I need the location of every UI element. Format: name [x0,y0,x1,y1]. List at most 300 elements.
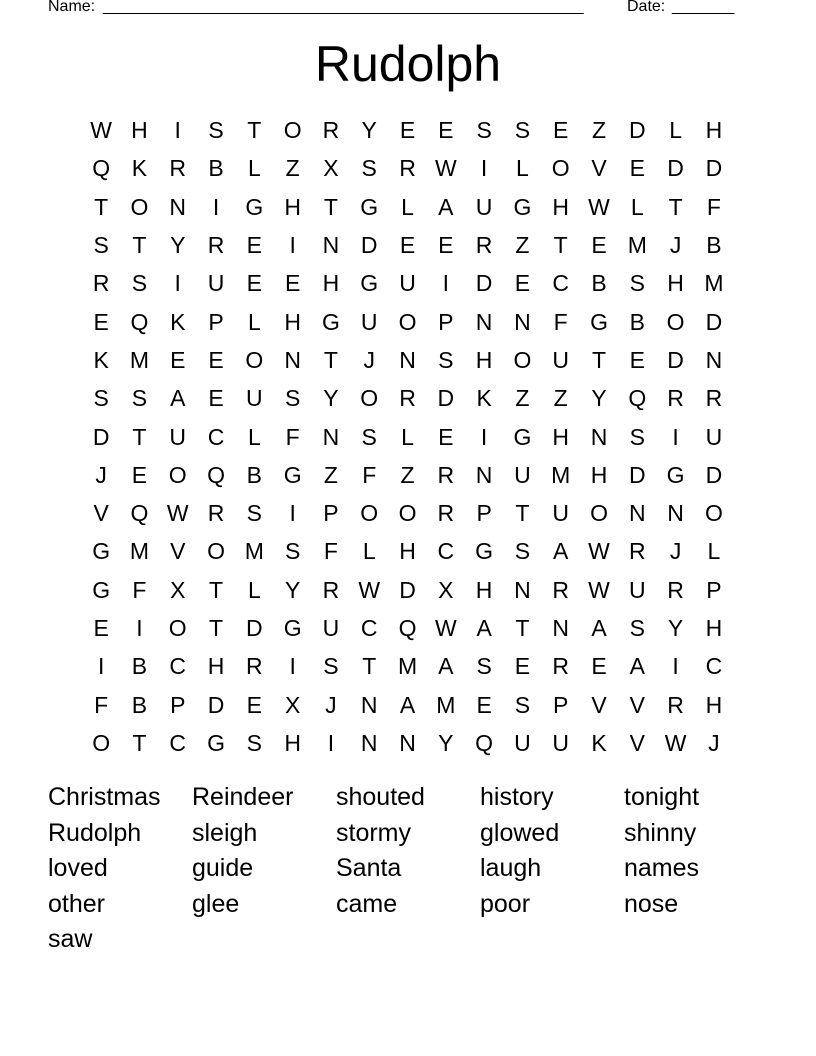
grid-letter[interactable]: D [437,385,455,412]
grid-letter[interactable]: K [93,346,109,373]
grid-row [82,685,733,723]
grid-letter[interactable]: B [629,308,645,335]
grid-letter[interactable]: W [588,576,610,603]
grid-letter[interactable]: Z [400,461,415,488]
grid-letter[interactable]: A [399,691,416,718]
grid-letter[interactable]: H [705,691,723,718]
grid-letter[interactable]: S [629,615,645,641]
grid-letter[interactable]: C [169,653,187,680]
grid-letter[interactable]: O [551,155,570,182]
grid-letter[interactable]: A [553,538,569,565]
grid-letter[interactable]: L [247,423,261,450]
grid-letter[interactable]: H [552,193,570,220]
grid-letter[interactable]: A [438,653,454,680]
grid-letter[interactable]: T [553,232,568,259]
grid-letter[interactable]: P [208,308,224,335]
grid-letter[interactable]: D [705,155,723,182]
grid-letter[interactable]: D [705,308,723,335]
grid-letter[interactable]: K [476,385,492,412]
grid-letter[interactable]: I [136,615,143,641]
grid-letter[interactable]: J [708,729,720,756]
grid-letter[interactable]: E [131,461,148,488]
grid-letter[interactable]: W [166,500,189,527]
grid-letter[interactable]: I [174,117,181,144]
grid-letter[interactable]: A [476,615,492,641]
grid-letter[interactable]: O [283,117,302,144]
grid-letter[interactable]: T [323,346,338,373]
grid-letter[interactable]: N [514,576,531,603]
grid-letter[interactable]: Z [515,385,530,412]
grid-letter[interactable]: I [480,155,488,182]
grid-letter[interactable]: D [360,232,378,259]
grid-letter[interactable]: Q [628,385,647,412]
grid-letter[interactable]: N [322,423,340,450]
grid-letter[interactable]: R [399,385,416,412]
grid-letter[interactable]: S [514,691,531,718]
grid-letter[interactable]: N [399,729,416,756]
grid-letter[interactable]: R [322,576,340,603]
grid-letter[interactable]: M [704,270,724,297]
grid-letter[interactable]: M [436,691,456,718]
grid-letter[interactable]: E [591,232,607,259]
grid-letter[interactable]: N [169,193,187,220]
grid-letter[interactable]: L [516,155,529,182]
grid-letter[interactable]: Q [130,308,149,335]
grid-letter[interactable]: U [514,729,531,756]
grid-letter[interactable]: S [514,117,531,144]
grid-letter[interactable]: E [208,346,224,373]
grid-letter[interactable]: H [399,538,416,565]
grid-letter[interactable]: R [207,232,225,259]
grid-letter[interactable]: M [551,461,571,488]
grid-letter[interactable]: Q [207,461,225,488]
grid-letter[interactable]: L [669,117,682,144]
grid-letter[interactable]: G [283,615,302,641]
name-blank-line[interactable]: ______________________________________________________ [103,0,584,15]
grid-letter[interactable]: I [212,193,220,220]
grid-letter[interactable]: B [591,270,607,297]
word-bank-item: glee [192,889,240,918]
grid-letter[interactable]: T [515,615,530,641]
grid-letter[interactable]: Z [591,117,607,144]
grid-letter[interactable]: X [170,576,186,603]
grid-letter[interactable]: I [97,653,105,680]
grid-letter[interactable]: O [245,346,264,373]
grid-letter[interactable]: W [434,615,457,641]
grid-letter[interactable]: G [92,538,111,565]
grid-letter[interactable]: I [174,270,181,297]
grid-letter[interactable]: D [399,576,416,603]
grid-letter[interactable]: V [629,729,645,756]
grid-letter[interactable]: F [706,193,721,220]
grid-letter[interactable]: S [361,423,377,450]
grid-letter[interactable]: Q [130,500,149,527]
grid-letter[interactable]: N [514,308,531,335]
date-blank-line[interactable]: _______ [672,0,735,15]
grid-letter[interactable]: E [514,653,531,680]
grid-letter[interactable]: R [322,117,340,144]
grid-letter[interactable]: C [360,615,378,641]
grid-letter[interactable]: J [363,346,375,373]
grid-letter[interactable]: S [93,232,109,259]
grid-letter[interactable]: O [360,385,379,412]
grid-letter[interactable]: C [552,270,570,297]
grid-letter[interactable]: F [285,423,300,450]
grid-letter[interactable]: E [438,117,454,144]
grid-letter[interactable]: D [246,615,263,641]
grid-letter[interactable]: E [629,346,645,373]
grid-letter[interactable]: K [131,155,148,182]
grid-letter[interactable]: K [591,729,607,756]
grid-letter[interactable]: E [399,232,416,259]
grid-letter[interactable]: W [588,538,610,565]
grid-letter[interactable]: E [246,232,262,259]
grid-letter[interactable]: G [92,576,111,603]
grid-letter[interactable]: E [208,385,224,412]
grid-letter[interactable]: Y [284,576,301,603]
grid-letter[interactable]: N [552,615,570,641]
grid-letter[interactable]: S [208,117,224,144]
grid-letter[interactable]: R [399,155,416,182]
grid-letter[interactable]: H [284,729,301,756]
grid-letter[interactable]: T [209,615,224,641]
grid-letter[interactable]: V [629,691,645,718]
grid-letter[interactable]: G [360,270,379,297]
grid-letter[interactable]: V [591,691,607,718]
grid-letter[interactable]: E [170,346,186,373]
grid-letter[interactable]: Y [591,385,607,412]
word-bank [48,780,768,958]
grid-letter[interactable]: O [130,193,149,220]
grid-letter[interactable]: E [629,155,645,182]
grid-letter[interactable]: U [552,346,570,373]
grid-letter[interactable]: R [246,653,263,680]
grid-letter[interactable]: N [667,500,684,527]
grid-letter[interactable]: N [399,346,416,373]
grid-letter[interactable]: J [95,461,107,488]
grid-letter[interactable]: N [360,729,378,756]
grid-letter[interactable]: D [92,423,110,450]
grid-letter[interactable]: S [514,538,531,565]
grid-letter[interactable]: O [207,538,225,565]
grid-letter[interactable]: N [322,232,340,259]
grid-letter[interactable]: Z [515,232,530,259]
grid-letter[interactable]: R [92,270,110,297]
grid-letter[interactable]: N [475,308,493,335]
grid-letter[interactable]: M [627,232,647,259]
grid-letter[interactable]: I [480,423,488,450]
grid-letter[interactable]: T [94,193,109,220]
grid-letter[interactable]: H [552,423,570,450]
grid-letter[interactable]: O [513,346,532,373]
grid-letter[interactable]: H [705,615,723,641]
grid-letter[interactable]: H [667,270,684,297]
grid-letter[interactable]: H [475,576,493,603]
grid-letter[interactable]: A [591,615,607,641]
grid-letter[interactable]: B [131,691,148,718]
grid-row [82,188,733,226]
grid-letter[interactable]: H [475,346,493,373]
grid-letter[interactable]: Q [92,155,111,182]
grid-letter[interactable]: U [246,385,263,412]
grid-letter[interactable]: U [207,270,225,297]
grid-letter[interactable]: F [94,691,109,718]
grid-letter[interactable]: U [514,461,531,488]
word-bank-item: glowed [480,818,560,847]
grid-letter[interactable]: S [246,500,262,527]
grid-letter[interactable]: U [360,308,378,335]
grid-letter[interactable]: U [322,615,340,641]
grid-letter[interactable]: R [628,538,646,565]
grid-letter[interactable]: D [628,117,646,144]
grid-letter[interactable]: G [513,423,532,450]
grid-letter[interactable]: L [707,538,721,565]
grid-letter[interactable]: Z [285,155,300,182]
grid-letter[interactable]: G [475,538,494,565]
grid-letter[interactable]: D [705,461,723,488]
grid-letter[interactable]: F [323,538,338,565]
grid-letter[interactable]: M [244,538,264,565]
grid-letter[interactable]: I [442,270,450,297]
grid-letter[interactable]: O [590,500,608,527]
grid-letter[interactable]: B [246,461,262,488]
grid-letter[interactable]: P [170,691,186,718]
grid-letter[interactable]: S [438,346,454,373]
grid-letter[interactable]: W [664,729,687,756]
grid-letter[interactable]: Y [361,117,377,144]
grid-letter[interactable]: T [247,117,262,144]
grid-letter[interactable]: B [208,155,224,182]
grid-letter[interactable]: R [207,500,225,527]
grid-letter[interactable]: G [666,461,685,488]
grid-letter[interactable]: T [132,423,147,450]
grid-letter[interactable]: E [438,423,454,450]
grid-letter[interactable]: R [667,576,684,603]
grid-letter[interactable]: Z [323,461,338,488]
grid-letter[interactable]: Y [170,232,186,259]
grid-letter[interactable]: H [590,461,608,488]
grid-letter[interactable]: W [358,576,381,603]
grid-letter[interactable]: S [629,270,645,297]
grid-letter[interactable]: I [672,653,679,680]
grid-letter[interactable]: O [666,308,685,335]
grid-letter[interactable]: T [591,346,607,373]
grid-letter[interactable]: H [284,193,301,220]
grid-letter[interactable]: F [132,576,147,603]
grid-letter[interactable]: K [170,308,186,335]
grid-letter[interactable]: I [289,232,296,259]
grid-letter[interactable]: U [628,576,646,603]
grid-letter[interactable]: D [475,270,493,297]
grid-letter[interactable]: B [706,232,722,259]
word-bank-item: Rudolph [48,818,142,847]
grid-letter[interactable]: P [438,308,454,335]
grid-letter[interactable]: S [476,117,492,144]
grid-letter[interactable]: R [437,461,455,488]
grid-letter[interactable]: R [667,385,684,412]
grid-letter[interactable]: E [246,270,262,297]
grid-letter[interactable]: G [283,461,302,488]
grid-letter[interactable]: F [553,308,568,335]
grid-letter[interactable]: H [284,308,301,335]
grid-letter[interactable]: A [629,653,645,680]
grid-letter[interactable]: Y [438,729,454,756]
grid-letter[interactable]: T [209,576,224,603]
grid-letter[interactable]: J [669,232,682,259]
grid-letter[interactable]: T [132,232,147,259]
grid-row [82,111,733,149]
grid-letter[interactable]: L [362,538,376,565]
grid-letter[interactable]: L [247,576,261,603]
grid-letter[interactable]: W [588,193,610,220]
grid-letter[interactable]: O [92,729,111,756]
grid-letter[interactable]: R [475,232,493,259]
grid-letter[interactable]: T [515,500,530,527]
grid-letter[interactable]: L [401,193,414,220]
grid-letter[interactable]: E [93,308,109,335]
word-bank-item: nose [624,889,679,918]
grid-letter[interactable]: H [207,653,225,680]
grid-letter[interactable]: W [90,117,112,144]
grid-letter[interactable]: E [591,653,607,680]
grid-letter[interactable]: L [630,193,644,220]
grid-letter[interactable]: X [323,155,339,182]
grid-letter[interactable]: C [437,538,455,565]
grid-letter[interactable]: I [672,423,679,450]
grid-letter[interactable]: G [207,729,225,756]
grid-letter[interactable]: E [246,691,262,718]
grid-letter[interactable]: O [360,500,379,527]
grid-letter[interactable]: D [667,346,684,373]
grid-letter[interactable]: Y [667,615,684,641]
grid-letter[interactable]: O [704,500,723,527]
grid-letter[interactable]: D [667,155,684,182]
grid-letter[interactable]: U [552,729,570,756]
grid-letter[interactable]: L [247,308,261,335]
grid-letter[interactable]: C [207,423,225,450]
grid-letter[interactable]: N [284,346,301,373]
grid-letter[interactable]: G [321,308,340,335]
grid-letter[interactable]: H [322,270,340,297]
grid-letter[interactable]: S [361,155,377,182]
grid-letter[interactable]: S [284,385,301,412]
grid-letter[interactable]: U [705,423,723,450]
grid-letter[interactable]: T [362,653,377,680]
grid-letter[interactable]: Q [398,615,417,641]
grid-letter[interactable]: G [245,193,264,220]
grid-letter[interactable]: O [398,308,417,335]
grid-letter[interactable]: X [284,691,301,718]
grid-letter[interactable]: P [476,500,492,527]
grid-letter[interactable]: E [553,117,569,144]
grid-letter[interactable]: Q [475,729,494,756]
grid-letter[interactable]: U [552,500,570,527]
grid-letter[interactable]: T [132,729,147,756]
grid-letter[interactable]: Y [323,385,339,412]
grid-letter[interactable]: E [284,270,301,297]
grid-letter[interactable]: W [434,155,457,182]
grid-letter[interactable]: N [475,461,493,488]
grid-letter[interactable]: S [629,423,645,450]
grid-letter[interactable]: S [131,385,148,412]
grid-letter[interactable]: J [669,538,682,565]
grid-letter[interactable]: E [438,232,454,259]
grid-letter[interactable]: G [360,193,379,220]
grid-letter[interactable]: N [360,691,378,718]
grid-letter[interactable]: M [129,538,150,565]
grid-letter[interactable]: R [705,385,723,412]
grid-letter[interactable]: S [284,538,301,565]
grid-letter[interactable]: F [362,461,377,488]
grid-letter[interactable]: E [476,691,492,718]
grid-letter[interactable]: P [706,576,722,603]
grid-letter[interactable]: R [552,653,570,680]
grid-letter[interactable]: G [590,308,608,335]
grid-letter[interactable]: B [131,653,148,680]
grid-letter[interactable]: T [668,193,683,220]
grid-letter[interactable]: R [437,500,455,527]
grid-letter[interactable]: N [590,423,608,450]
grid-letter[interactable]: C [169,729,187,756]
grid-letter[interactable]: S [246,729,262,756]
grid-letter[interactable]: L [247,155,261,182]
grid-letter[interactable]: U [169,423,187,450]
grid-letter[interactable]: I [289,500,296,527]
grid-letter[interactable]: P [323,500,339,527]
grid-letter[interactable]: S [131,270,148,297]
grid-letter[interactable]: V [591,155,607,182]
grid-letter[interactable]: U [399,270,416,297]
grid-letter[interactable]: T [323,193,338,220]
grid-letter[interactable]: M [129,346,150,373]
grid-letter[interactable]: D [628,461,646,488]
grid-letter[interactable]: A [170,385,186,412]
grid-letter[interactable]: D [207,691,225,718]
grid-letter[interactable]: V [170,538,186,565]
grid-letter[interactable]: O [398,500,417,527]
grid-letter[interactable]: H [131,117,148,144]
grid-letter[interactable]: V [93,500,109,527]
grid-letter[interactable]: A [438,193,454,220]
grid-letter[interactable]: O [168,461,187,488]
grid-letter[interactable]: R [552,576,570,603]
grid-letter[interactable]: N [705,346,723,373]
grid-letter[interactable]: G [513,193,532,220]
grid-letter[interactable]: R [169,155,187,182]
grid-letter[interactable]: R [667,691,684,718]
grid-letter[interactable]: H [705,117,723,144]
grid-letter[interactable]: L [401,423,414,450]
grid-letter[interactable]: Z [553,385,568,412]
grid-letter[interactable]: O [168,615,187,641]
grid-letter[interactable]: I [327,729,335,756]
grid-letter[interactable]: P [553,691,569,718]
grid-letter[interactable]: U [475,193,493,220]
grid-letter[interactable]: M [397,653,418,680]
grid-letter[interactable]: N [628,500,646,527]
grid-letter[interactable]: C [705,653,723,680]
word-bank-item: saw [48,925,93,953]
grid-letter[interactable]: E [93,615,109,641]
grid-letter[interactable]: E [514,270,531,297]
grid-letter[interactable]: S [476,653,492,680]
grid-letter[interactable]: I [289,653,296,680]
grid-letter[interactable]: E [399,117,416,144]
grid-letter[interactable]: S [93,385,109,412]
grid-letter[interactable]: S [323,653,339,680]
grid-letter[interactable]: X [438,576,454,603]
grid-letter[interactable]: J [325,691,337,718]
